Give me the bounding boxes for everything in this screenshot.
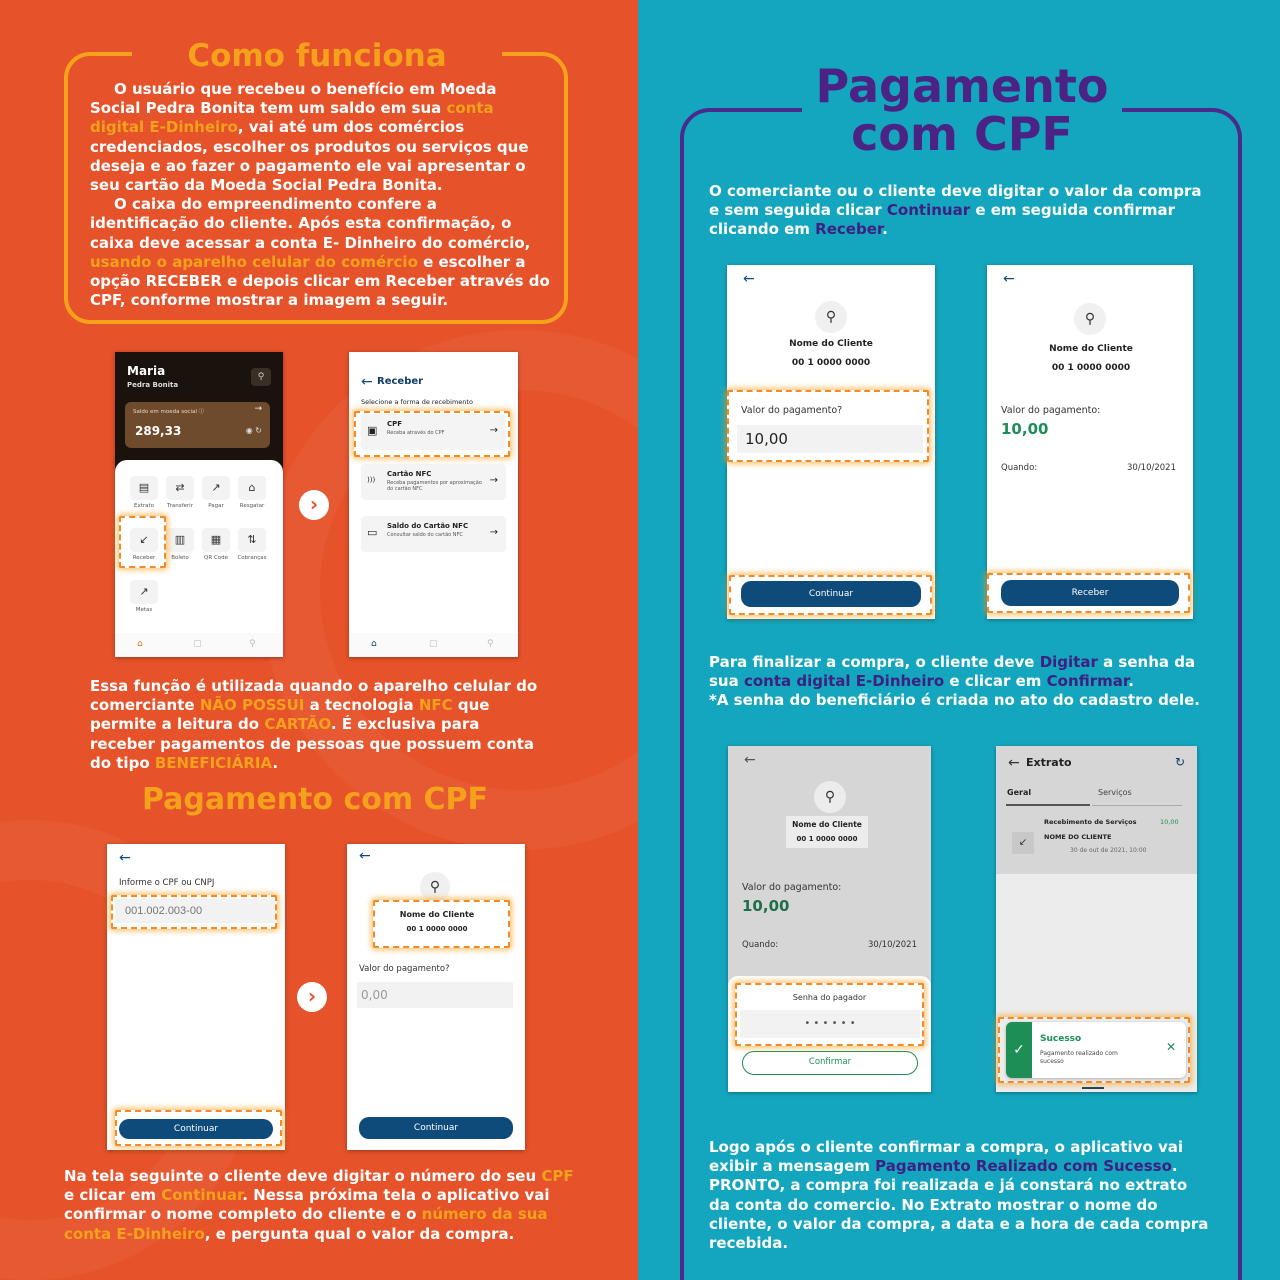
review-phone — [987, 265, 1193, 619]
user-avatar-icon: ⚲ — [420, 872, 450, 902]
value-amount: 10,00 — [742, 897, 790, 915]
id-card-icon: ▣ — [367, 424, 378, 437]
receive-entry-icon: ↙ — [1012, 832, 1034, 854]
cpf-label: Informe o CPF ou CNPJ — [119, 878, 215, 888]
back-arrow-icon[interactable]: ← — [359, 848, 371, 864]
home-screen-phone — [115, 352, 283, 657]
client-name: Nome do Cliente — [789, 339, 873, 349]
statement-icon: ▤ — [130, 476, 158, 500]
value-label: Valor do pagamento? — [741, 405, 843, 416]
next-step-arrow-icon: › — [297, 982, 327, 1012]
action-metas[interactable]: ↗ Metas — [126, 580, 162, 613]
intro-paragraph-1: O usuário que recebeu o benefício em Moeda Social Pedra Bonita tem um saldo em sua conta digital E-Dinheiro, vai até um dos comércios credenciados, escolher os produtos ou serviços que deseja e ao fazer o pagamento ele vai apresentar o seu cartão da Moeda Social Pedra Bonita. — [90, 80, 529, 195]
how-it-works-text — [90, 80, 550, 310]
client-account: 00 1 0000 0000 — [796, 835, 858, 843]
action-receber[interactable]: ↙ Receber — [126, 528, 162, 561]
back-arrow-icon[interactable]: ← — [361, 374, 373, 390]
tab-general[interactable]: Geral — [1007, 788, 1032, 797]
receber-screen-phone — [349, 352, 518, 657]
back-arrow-icon[interactable]: ← — [119, 850, 131, 866]
continue-button[interactable]: Continuar — [119, 1119, 273, 1139]
user-name: Maria — [127, 364, 166, 378]
client-account: 00 1 0000 0000 — [1051, 363, 1131, 373]
client-account: 00 1 0000 0000 — [791, 358, 871, 368]
barcode-icon: ▥ — [166, 528, 194, 552]
option-cpf[interactable]: ▣ CPF Receba através do CPF → — [361, 414, 506, 450]
home-icon[interactable]: ⌂ — [137, 639, 143, 649]
receive-icon: ↙ — [130, 528, 158, 552]
client-confirm-phone — [347, 844, 525, 1150]
statement-title: Extrato — [1026, 756, 1072, 769]
balance-card[interactable] — [125, 402, 270, 448]
entry-date: 30 de out de 2021, 10:00 — [1070, 847, 1147, 854]
bank-icon: ⌂ — [238, 476, 266, 500]
toast-message: Pagamento realizado com sucesso — [1040, 1050, 1118, 1065]
receive-button[interactable]: Receber — [1001, 580, 1179, 606]
action-resgatar[interactable]: ⌂ Resgatar — [234, 476, 270, 509]
action-extrato[interactable]: ▤ Extrato — [126, 476, 162, 509]
user-avatar-icon: ⚲ — [814, 781, 846, 813]
date-value: 30/10/2021 — [1127, 463, 1176, 473]
value-instructions: O comerciante ou o cliente deve digitar o valor da compra e sem seguida clicar Continuar e em seguida confirmar clicando em Receber. — [709, 182, 1202, 239]
receber-subtitle: Selecione a forma de recebimento — [361, 398, 473, 406]
action-qr-code[interactable]: ▦ QR Code — [198, 528, 234, 561]
check-circle-icon: ✓ — [1006, 1022, 1032, 1078]
cpf-screen-phone — [107, 844, 285, 1150]
password-instructions: Para finalizar a compra, o cliente deve Digitar a senha da sua conta digital E-Dinheiro e clicar em Confirmar. *A senha do beneficiário é criada no ato do cadastro dele. — [709, 653, 1200, 710]
password-input[interactable]: • • • • • • — [740, 1010, 920, 1038]
highlight-value-input — [727, 390, 929, 462]
arrow-right-icon: → — [489, 425, 498, 436]
bottom-nav — [115, 633, 283, 657]
arrow-right-icon: → — [489, 527, 498, 538]
payment-title: Pagamento com CPF — [802, 62, 1122, 158]
next-screen-description: Na tela seguinte o cliente deve digitar o número do seu CPF e clicar em Continuar. Nessa próxima tela o aplicativo vai confirmar o nome completo do cliente e o número da sua conta E-Dinheiro, e pergunta qual o valor da compra. — [64, 1167, 574, 1243]
billing-icon: ⇅ — [238, 528, 266, 552]
action-cobrancas[interactable]: ⇅ Cobranças — [234, 528, 270, 561]
value-input[interactable]: 0,00 — [357, 982, 513, 1008]
back-arrow-icon[interactable]: ← — [743, 271, 755, 287]
person-icon[interactable]: ⚲ — [487, 639, 494, 649]
password-label: Senha do pagador — [792, 993, 867, 1002]
highlight-password-input — [735, 983, 924, 1046]
trend-icon: ↗ — [130, 580, 158, 604]
home-icon[interactable]: ⌂ — [371, 639, 377, 649]
action-boleto[interactable]: ▥ Boleto — [162, 528, 198, 561]
function-description: Essa função é utilizada quando o aparelho celular do comerciante NÃO POSSUI a tecnologia NFC que permite a leitura do CARTÃO. É exclusiva para receber pagamentos de pessoas que possuem conta do tipo BENEFICIÁRIA. — [90, 677, 538, 772]
tab-services[interactable]: Serviços — [1098, 788, 1132, 797]
highlight-receive-button — [987, 573, 1190, 613]
entry-title: Recebimento de Serviços — [1044, 818, 1137, 826]
entry-client-name: NOME DO CLIENTE — [1044, 833, 1112, 841]
balance-value: 289,33 — [135, 424, 182, 438]
value-input[interactable]: 10,00 — [737, 425, 923, 453]
highlight-option-cpf — [354, 411, 510, 457]
card-icon[interactable]: ▢ — [193, 639, 202, 649]
confirm-button[interactable]: Confirmar — [742, 1051, 918, 1075]
refresh-icon[interactable]: ↻ — [1174, 755, 1185, 769]
next-step-arrow-icon: › — [299, 490, 329, 520]
user-location: Pedra Bonita — [127, 381, 179, 389]
how-it-works-title: Como funciona — [132, 36, 502, 76]
qr-code-icon: ▦ — [202, 528, 230, 552]
value-amount: 10,00 — [1001, 420, 1049, 438]
payment-cpf-subtitle: Pagamento com CPF — [141, 782, 489, 817]
date-value: 30/10/2021 — [868, 940, 917, 950]
tab-divider — [1092, 805, 1182, 806]
action-transferir[interactable]: ⇄ Transferir — [162, 476, 198, 509]
transfer-icon: ⇄ — [166, 476, 194, 500]
pay-icon: ↗ — [202, 476, 230, 500]
receber-title: Receber — [377, 376, 424, 387]
action-pagar[interactable]: ↗ Pagar — [198, 476, 234, 509]
highlight-client-info — [373, 900, 510, 948]
highlight-success-toast — [998, 1017, 1190, 1083]
date-label: Quando: — [1001, 463, 1038, 473]
user-avatar-icon: ⚲ — [815, 301, 847, 333]
user-avatar-icon: ⚲ — [1074, 303, 1106, 335]
entry-amount: 10,00 — [1160, 818, 1179, 826]
value-label: Valor do pagamento: — [1001, 405, 1101, 416]
tab-underline — [1006, 804, 1090, 806]
highlight-receber — [119, 516, 166, 568]
profile-icon[interactable]: ⚲ — [251, 368, 271, 386]
intro-paragraph-2: O caixa do empreendimento confere a identificação do cliente. Após esta confirmação, o caixa deve acessar a conta E- Dinheiro do comércio, usando o aparelho celular do comércio e escolher a opção RECEBER e depois clicar em Receber através do CPF, conforme mostrar a imagem a seguir. — [90, 195, 550, 310]
value-label: Valor do pagamento? — [359, 964, 450, 974]
person-icon[interactable]: ⚲ — [249, 639, 256, 649]
arrow-right-icon: → — [489, 475, 498, 486]
continue-button[interactable]: Continuar — [741, 581, 921, 607]
back-arrow-icon[interactable]: ← — [1003, 271, 1015, 287]
nfc-icon: ))) — [367, 476, 376, 484]
date-label: Quando: — [742, 940, 779, 950]
client-account: 00 1 0000 0000 — [406, 925, 468, 933]
success-description: Logo após o cliente confirmar a compra, o aplicativo vai exibir a mensagem Pagamento Realizado com Sucesso. PRONTO, a compra foi realizada e já constará no extrato da conta do comercio. No Extrato mostrar o nome do cliente, o valor da compra, a data e a hora de cada compra recebida. — [709, 1138, 1209, 1253]
client-name: Nome do Cliente — [399, 910, 475, 919]
eye-icon[interactable]: ◉ ↻ — [245, 426, 262, 435]
client-name: Nome do Cliente — [1049, 344, 1133, 354]
chevron-right-icon: → — [254, 404, 262, 414]
card-scan-icon: ▭ — [367, 526, 378, 539]
highlight-continue-button — [115, 1110, 282, 1146]
back-arrow-icon[interactable]: ← — [744, 752, 756, 768]
card-icon[interactable]: ▢ — [429, 639, 438, 649]
option-nfc-card[interactable]: ))) Cartão NFC Receba pagamentos por aproximação do cartão NFC → — [361, 464, 506, 500]
client-name: Nome do Cliente — [792, 820, 862, 829]
highlight-continue-button — [729, 575, 932, 615]
toast-title: Sucesso — [1040, 1034, 1082, 1044]
home-indicator — [1082, 1087, 1104, 1089]
value-label: Valor do pagamento: — [742, 882, 842, 893]
balance-label: Saldo em moeda social ⓘ — [133, 409, 205, 415]
bottom-nav — [349, 633, 518, 657]
option-nfc-balance[interactable]: ▭ Saldo do Cartão NFC Consultar saldo do cartão NFC → — [361, 516, 506, 552]
highlight-cpf-input — [111, 895, 277, 929]
continue-button[interactable]: Continuar — [359, 1117, 513, 1139]
back-arrow-icon[interactable]: ← — [1008, 755, 1020, 771]
close-icon[interactable]: ✕ — [1165, 1040, 1176, 1054]
